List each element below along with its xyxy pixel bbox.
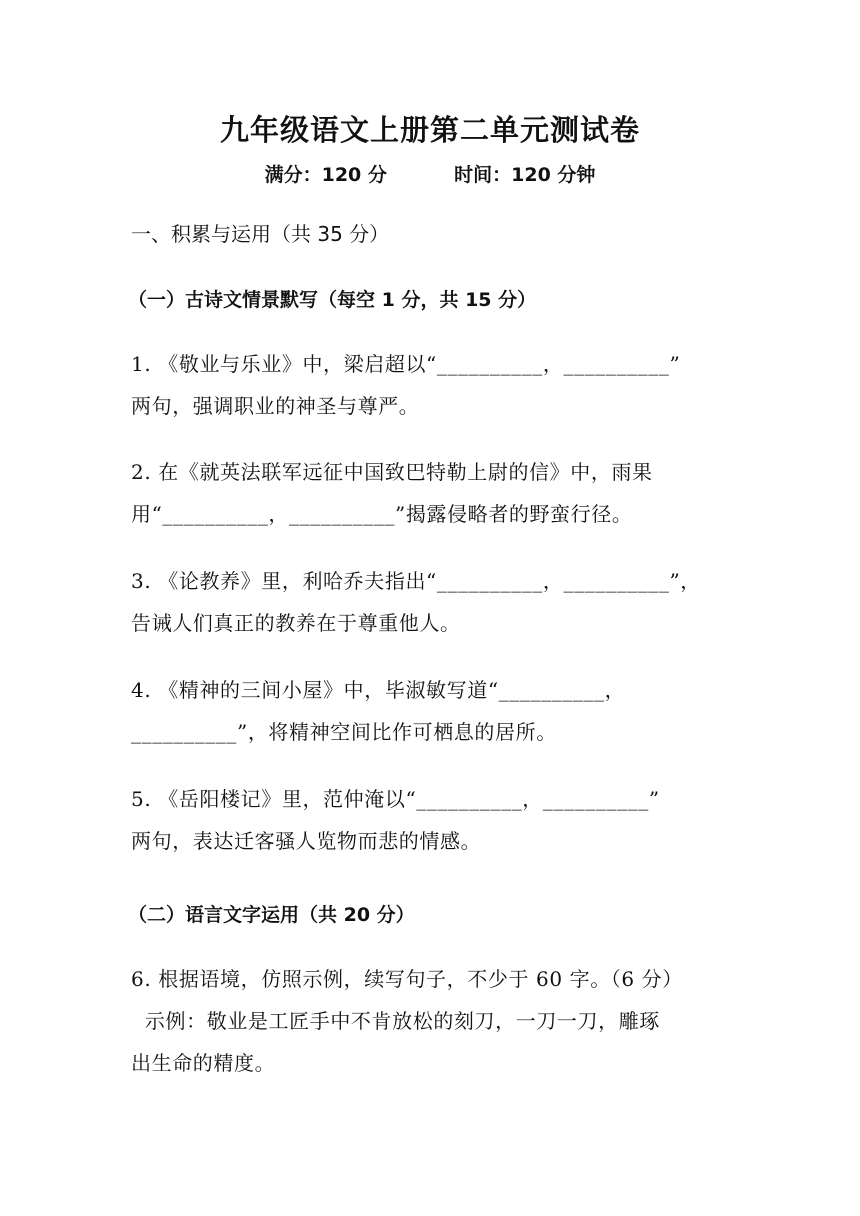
question-line: 6. 根据语境，仿照示例，续写句子，不少于 60 字。（6 分）: [131, 967, 683, 991]
subsection-heading-1: （一）古诗文情景默写（每空 1 分，共 15 分）: [128, 289, 537, 311]
question-line: 告诫人们真正的教养在于尊重他人。: [131, 611, 461, 635]
question-6: [131, 958, 731, 1084]
question-5: [131, 778, 731, 862]
full-score: 满分：120 分: [264, 164, 387, 186]
page-title: 九年级语文上册第二单元测试卷: [219, 113, 640, 147]
question-line: 1. 《敬业与乐业》中，梁启超以“__________，__________”: [131, 352, 681, 376]
question-3: [131, 560, 731, 644]
exam-time: 时间：120 分钟: [454, 164, 596, 186]
question-line: __________”，将精神空间比作可栖息的居所。: [131, 720, 557, 744]
example-line: 示例：敬业是工匠手中不肯放松的刻刀，一刀一刀，雕琢: [131, 1009, 660, 1033]
question-line: 4. 《精神的三间小屋》中，毕淑敏写道“__________，: [131, 678, 626, 702]
question-line: 两句，表达迁客骚人览物而悲的情感。: [131, 829, 482, 853]
question-4: [131, 669, 731, 753]
question-line: 3. 《论教养》里，利哈乔夫指出“__________，__________”，: [131, 569, 701, 593]
section-heading-1: 一、积累与运用（共 35 分）: [131, 222, 390, 246]
question-line: 两句，强调职业的神圣与尊严。: [131, 394, 420, 418]
question-line: 2. 在《就英法联军远征中国致巴特勒上尉的信》中，雨果: [131, 460, 653, 484]
question-line: 用“__________，__________”揭露侵略者的野蛮行径。: [131, 502, 633, 526]
question-line: 5. 《岳阳楼记》里，范仲淹以“__________，__________”: [131, 787, 660, 811]
question-2: [131, 451, 731, 535]
exam-info: [0, 160, 860, 187]
subsection-heading-2: （二）语言文字运用（共 20 分）: [128, 904, 415, 926]
question-1: [131, 343, 731, 427]
example-line: 出生命的精度。: [131, 1051, 276, 1075]
